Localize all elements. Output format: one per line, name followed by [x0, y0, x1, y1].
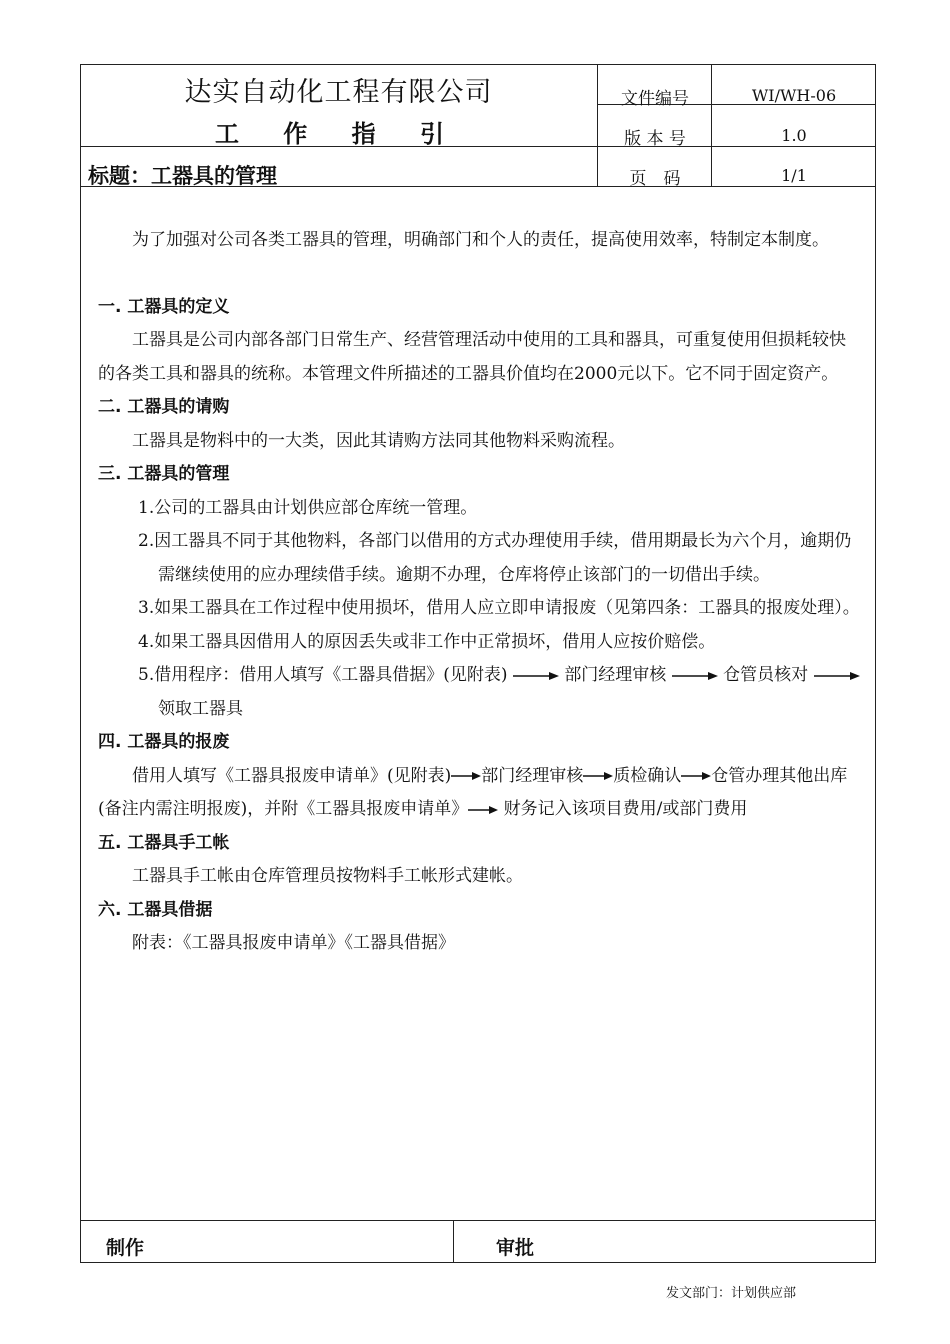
scrap-step: 财务记入该项目费用/或部门费用 [498, 799, 748, 819]
borrow-step: 领取工器具 [158, 698, 243, 719]
doc-type: 工 作 指 引 [214, 120, 463, 148]
arrow-right-icon [583, 771, 613, 781]
arrow-right-icon [451, 771, 481, 781]
section-text-purchase: 工器具是物料中的一大类，因此其请购方法同其他物料采购流程。 [132, 430, 625, 451]
borrow-step: 借用人填写《工器具借据》(见附表) [239, 665, 508, 685]
page-label: 页 码 [629, 169, 681, 189]
document-body [98, 224, 860, 961]
borrow-step: 仓管员核对 [723, 665, 809, 685]
scrap-step: 借用人填写《工器具报废申请单》(见附表) [132, 765, 452, 786]
section-heading-ledger: 五. 工器具手工帐 [98, 832, 230, 853]
section-heading-management: 三. 工器具的管理 [98, 464, 230, 484]
section-heading-purchase: 二. 工器具的请购 [98, 397, 230, 417]
section-text-receipt: 附表：《工器具报废申请单》《工器具借据》 [132, 933, 455, 953]
borrow-step: 部门经理审核 [564, 665, 667, 685]
scrap-step: 仓管办理其他出库(备注内需注明报废)，并附《工器具报废申请单》 [98, 765, 848, 819]
section-heading-scrap: 四. 工器具的报废 [98, 732, 230, 752]
section-text-definition: 工器具是公司内部各部门日常生产、经营管理活动中使用的工具和器具，可重复使用但损耗较快的各类工具和器具的统称。本管理文件所描述的工器具价值均在2000元以下。它不同于固定资产。 [98, 330, 846, 384]
section-text-scrap [98, 760, 860, 827]
page-title: 标题：工器具的管理 [88, 164, 277, 188]
version-value: 1.0 [781, 126, 807, 145]
scrap-step: 部门经理审核 [481, 765, 584, 786]
intro-paragraph: 为了加强对公司各类工器具的管理，明确部门和个人的责任，提高使用效率，特制定本制度。 [132, 230, 829, 250]
page-value: 1/1 [781, 166, 807, 185]
company-name: 达实自动化工程有限公司 [184, 77, 493, 108]
approved-by-label: 审批 [496, 1237, 535, 1259]
section-heading-definition: 一. 工器具的定义 [98, 296, 230, 317]
list-item: 1.公司的工器具由计划供应部仓库统一管理。 [138, 497, 478, 518]
borrow-procedure-label: 5.借用程序： [138, 665, 240, 685]
issuing-department: 发文部门：计划供应部 [666, 1286, 797, 1301]
arrow-right-icon [814, 671, 860, 681]
arrow-right-icon [672, 671, 718, 681]
scrap-step: 质检确认 [613, 765, 682, 786]
version-label: 版 本 号 [624, 129, 686, 149]
arrow-right-icon [681, 771, 711, 781]
made-by-label: 制作 [106, 1237, 145, 1259]
list-item: 4.如果工器具因借用人的原因丢失或非工作中正常损坏，借用人应按价赔偿。 [138, 631, 716, 652]
list-item: 3.如果工器具在工作过程中使用损坏，借用人应立即申请报废（见第四条：工器具的报废处理）。 [138, 598, 860, 618]
footer-column-divider [453, 1220, 454, 1263]
footer-divider [80, 1220, 876, 1221]
arrow-right-icon [513, 671, 559, 681]
list-item: 2.因工器具不同于其他物料，各部门以借用的方式办理使用手续，借用期最长为六个月，逾期仍需继续使用的应办理续借手续。逾期不办理，仓库将停止该部门的一切借出手续。 [138, 531, 852, 585]
doc-number-value: WI/WH-06 [751, 86, 837, 105]
section-text-ledger: 工器具手工帐由仓库管理员按物料手工帐形式建帐。 [132, 866, 523, 886]
doc-number-label: 文件编号 [621, 89, 689, 109]
section-heading-receipt: 六. 工器具借据 [98, 899, 213, 920]
list-item-borrow-procedure [98, 659, 860, 726]
arrow-right-icon [468, 805, 498, 815]
